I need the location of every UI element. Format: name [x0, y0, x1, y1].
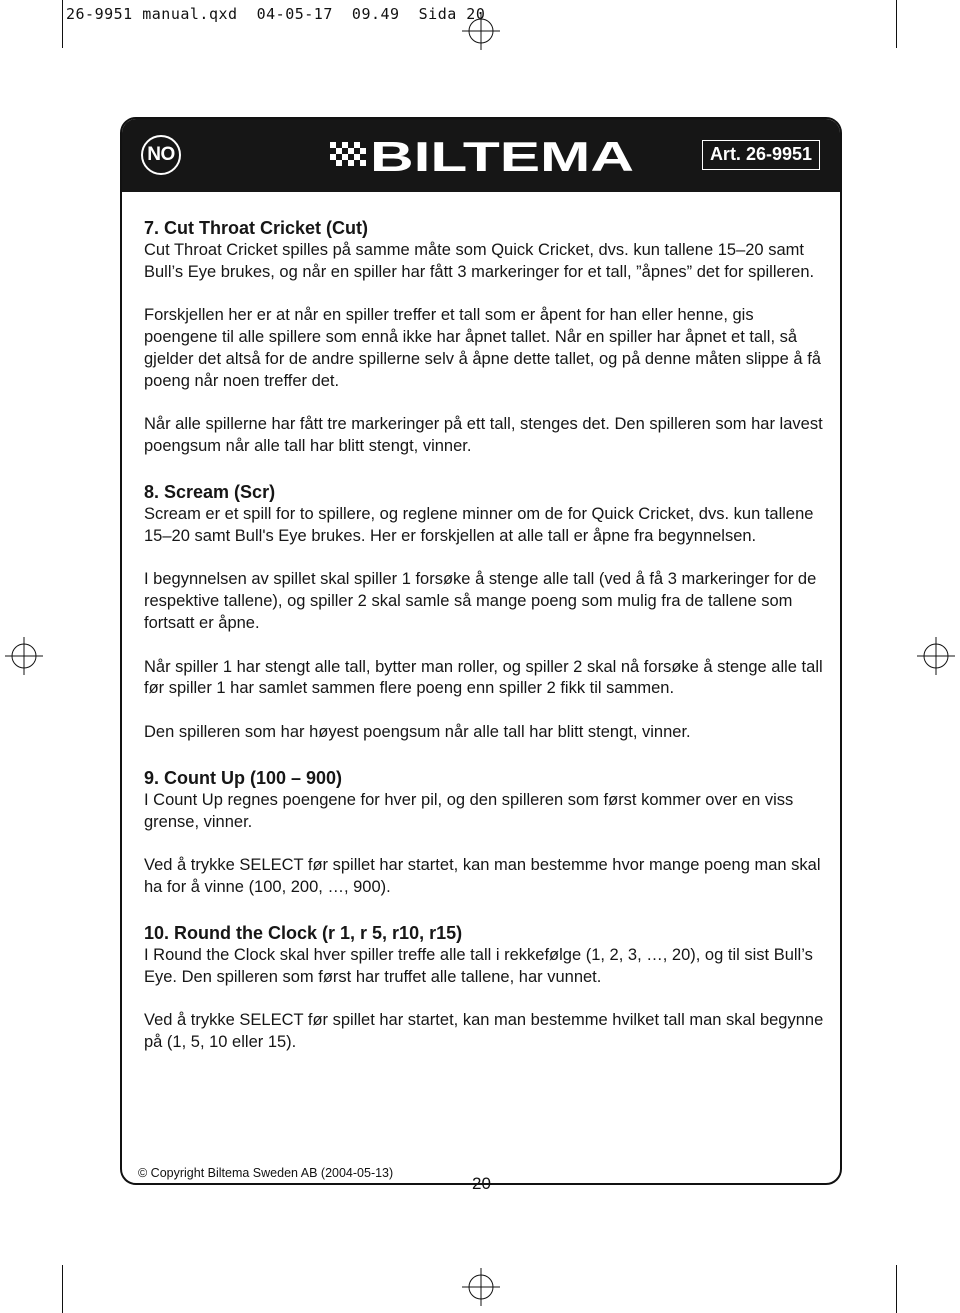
section-heading: 9. Count Up (100 – 900): [144, 767, 343, 788]
paragraph: Cut Throat Cricket spilles på samme måte som Quick Cricket, dvs. kun tallene 15–20 samt Bull’s Eye brukes, og når en spiller har fått 3 markeringer for et tall, ”åpnes” det for spilleren.: [144, 241, 815, 281]
paragraph: Når alle spillerne har fått tre markeringer på ett tall, stenges det. Den spilleren som har lavest poengsum når alle tall har blitt stengt, vinner.: [144, 415, 823, 456]
checkered-flag-icon: [330, 142, 366, 166]
paragraph: I Count Up regnes poengene for hver pil, og den spilleren som først kommer over en viss grense, vinner.: [144, 790, 794, 831]
paragraph: I Round the Clock skal hver spiller treffe alle tall i rekkefølge (1, 2, 3, …, 20), og til sist Bull’s Eye. Den spilleren som først har truffet alle tallene, har vunnet.: [144, 945, 813, 986]
registration-mark-right: [917, 637, 955, 675]
print-slug: 26-9951 manual.qxd 04-05-17 09.49 Sida 20: [66, 5, 486, 23]
paragraph: I begynnelsen av spillet skal spiller 1 forsøke å stenge alle tall (ved å få 3 markeringer for de respektive tallene), og spiller 2 skal samle så mange poeng som mulig fra de tallene som fortsatt er åpne.: [144, 570, 817, 632]
paragraph: Når spiller 1 har stengt alle tall, bytter man roller, og spiller 2 skal nå forsøke å stenge alle tall før spiller 1 har samlet sammen flere poeng enn spiller 2 fikk til sammen.: [144, 657, 823, 698]
crop-mark-bottom-right: [896, 1265, 897, 1313]
language-badge: NO: [141, 135, 181, 175]
section-heading: 10. Round the Clock (r 1, r 5, r10, r15): [144, 922, 463, 943]
crop-mark-bottom-left: [62, 1265, 63, 1313]
registration-mark-left: [5, 637, 43, 675]
paragraph: Scream er et spill for to spillere, og reglene minner om de for Quick Cricket, dvs. kun tallene 15–20 samt Bull's Eye brukes. Her er forskjellen at alle tall er åpne fra begynnelsen.: [144, 504, 814, 545]
page-number: 20: [472, 1174, 491, 1193]
biltema-logo: [330, 136, 636, 179]
page-frame: [120, 117, 842, 1185]
section-heading: 7. Cut Throat Cricket (Cut): [144, 218, 369, 238]
paragraph: Forskjellen her er at når en spiller treffer et tall som er åpent for han eller henne, gis poengene til alle spillere som ennå ikke har åpnet tallet. Når en spiller har åpnet et tall, så gjelder det altså for de andre spillerne selv å åpne dette tallet, og på denne måten slippe å få poeng når noen treffer det.: [144, 306, 821, 390]
crop-mark-top-left: [62, 0, 63, 48]
page-header: [122, 119, 840, 192]
crop-mark-top-right: [896, 0, 897, 48]
copyright-notice: © Copyright Biltema Sweden AB (2004-05-13): [138, 1166, 394, 1180]
paragraph: Den spilleren som har høyest poengsum når alle tall har blitt stengt, vinner.: [144, 722, 691, 741]
svg-text:BILTEMA: BILTEMA: [370, 136, 634, 174]
paragraph: Ved å trykke SELECT før spillet har startet, kan man bestemme hvilket tall man skal begynne på (1, 5, 10 eller 15).: [144, 1011, 824, 1051]
registration-mark-bottom: [462, 1268, 500, 1306]
article-number: Art. 26-9951: [702, 140, 820, 170]
registration-mark-top: [462, 12, 500, 50]
paragraph: Ved å trykke SELECT før spillet har startet, kan man bestemme hvor mange poeng man skal ha for å vinne (100, 200, …, 900).: [144, 856, 821, 896]
manual-content: [144, 217, 824, 1054]
section-heading: 8. Scream (Scr): [144, 481, 276, 502]
